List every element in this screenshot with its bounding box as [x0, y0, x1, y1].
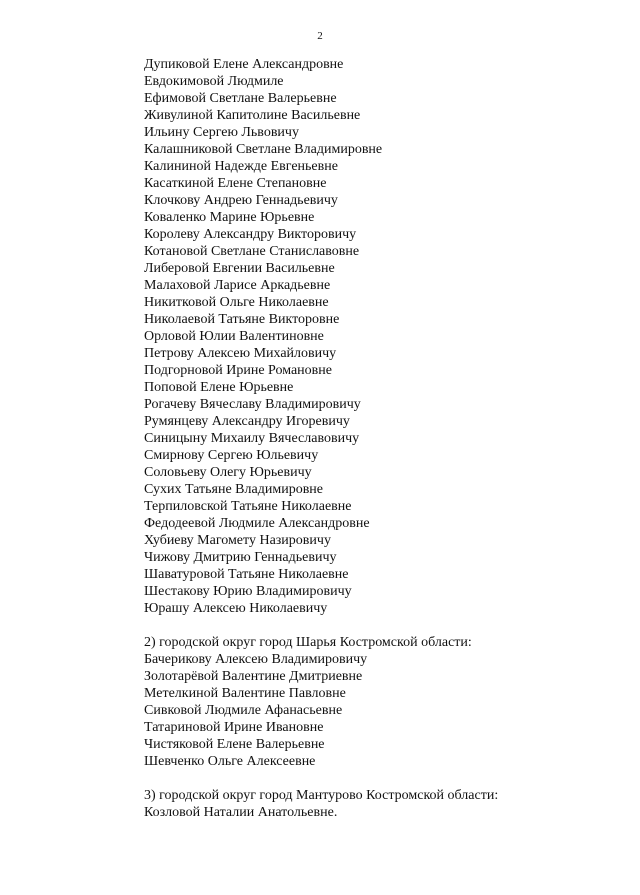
section-spacer	[144, 770, 614, 787]
list-item: Румянцеву Александру Игоревичу	[144, 414, 350, 429]
list-item: Котановой Светлане Станиславовне	[144, 244, 360, 259]
document-body	[144, 56, 614, 821]
list-item: Клочкову Андрею Геннадьевичу	[144, 193, 338, 208]
list-item: Татариновой Ирине Ивановне	[144, 720, 324, 735]
list-item: Николаевой Татьяне Викторовне	[144, 312, 340, 327]
section-2	[144, 634, 614, 770]
list-item: Дупиковой Елене Александровне	[144, 57, 344, 72]
section-3	[144, 787, 614, 821]
list-item: Козловой Наталии Анатольевне.	[144, 805, 338, 820]
list-item: Федодеевой Людмиле Александровне	[144, 516, 370, 531]
list-item: Бачерикову Алексею Владимировичу	[144, 652, 368, 667]
list-item: Подгорновой Ирине Романовне	[144, 363, 332, 378]
list-item: Ильину Сергею Львовичу	[144, 125, 299, 140]
list-item: Смирнову Сергею Юльевичу	[144, 448, 319, 463]
list-item: Поповой Елене Юрьевне	[144, 380, 294, 395]
list-item: Калининой Надежде Евгеньевне	[144, 159, 338, 174]
list-item: Либеровой Евгении Васильевне	[144, 261, 335, 276]
section-heading: 3) городской округ город Мантурово Костромской области:	[144, 788, 499, 803]
list-item: Хубиеву Магомету Назировичу	[144, 533, 331, 548]
list-item: Евдокимовой Людмиле	[144, 74, 284, 89]
list-item: Сухих Татьяне Владимировне	[144, 482, 324, 497]
list-item: Юрашу Алексею Николаевичу	[144, 601, 328, 616]
list-item: Калашниковой Светлане Владимировне	[144, 142, 383, 157]
list-item: Королеву Александру Викторовичу	[144, 227, 357, 242]
list-item: Рогачеву Вячеславу Владимировичу	[144, 397, 361, 412]
list-item: Метелкиной Валентине Павловне	[144, 686, 346, 701]
list-item: Терпиловской Татьяне Николаевне	[144, 499, 352, 514]
list-item: Ефимовой Светлане Валерьевне	[144, 91, 337, 106]
list-item: Чижову Дмитрию Геннадьевичу	[144, 550, 337, 565]
section-spacer	[144, 617, 614, 634]
list-item: Коваленко Марине Юрьевне	[144, 210, 315, 225]
list-item: Шаватуровой Татьяне Николаевне	[144, 567, 349, 582]
list-item: Живулиной Капитолине Васильевне	[144, 108, 361, 123]
list-item: Чистяковой Елене Валерьевне	[144, 737, 325, 752]
list-item: Малаховой Ларисе Аркадьевне	[144, 278, 331, 293]
list-item: Шевченко Ольге Алексеевне	[144, 754, 316, 769]
list-item: Шестакову Юрию Владимировичу	[144, 584, 352, 599]
page-number: 2	[317, 30, 323, 42]
list-item: Соловьеву Олегу Юрьевичу	[144, 465, 312, 480]
list-item: Золотарёвой Валентине Дмитриевне	[144, 669, 363, 684]
list-item: Синицыну Михаилу Вячеславовичу	[144, 431, 360, 446]
list-item: Орловой Юлии Валентиновне	[144, 329, 324, 344]
list-item: Петрову Алексею Михайловичу	[144, 346, 337, 361]
section-1-list	[144, 56, 614, 617]
list-item: Сивковой Людмиле Афанасьевне	[144, 703, 343, 718]
list-item: Касаткиной Елене Степановне	[144, 176, 327, 191]
list-item: Никитковой Ольге Николаевне	[144, 295, 329, 310]
section-heading: 2) городской округ город Шарья Костромской области:	[144, 635, 472, 650]
